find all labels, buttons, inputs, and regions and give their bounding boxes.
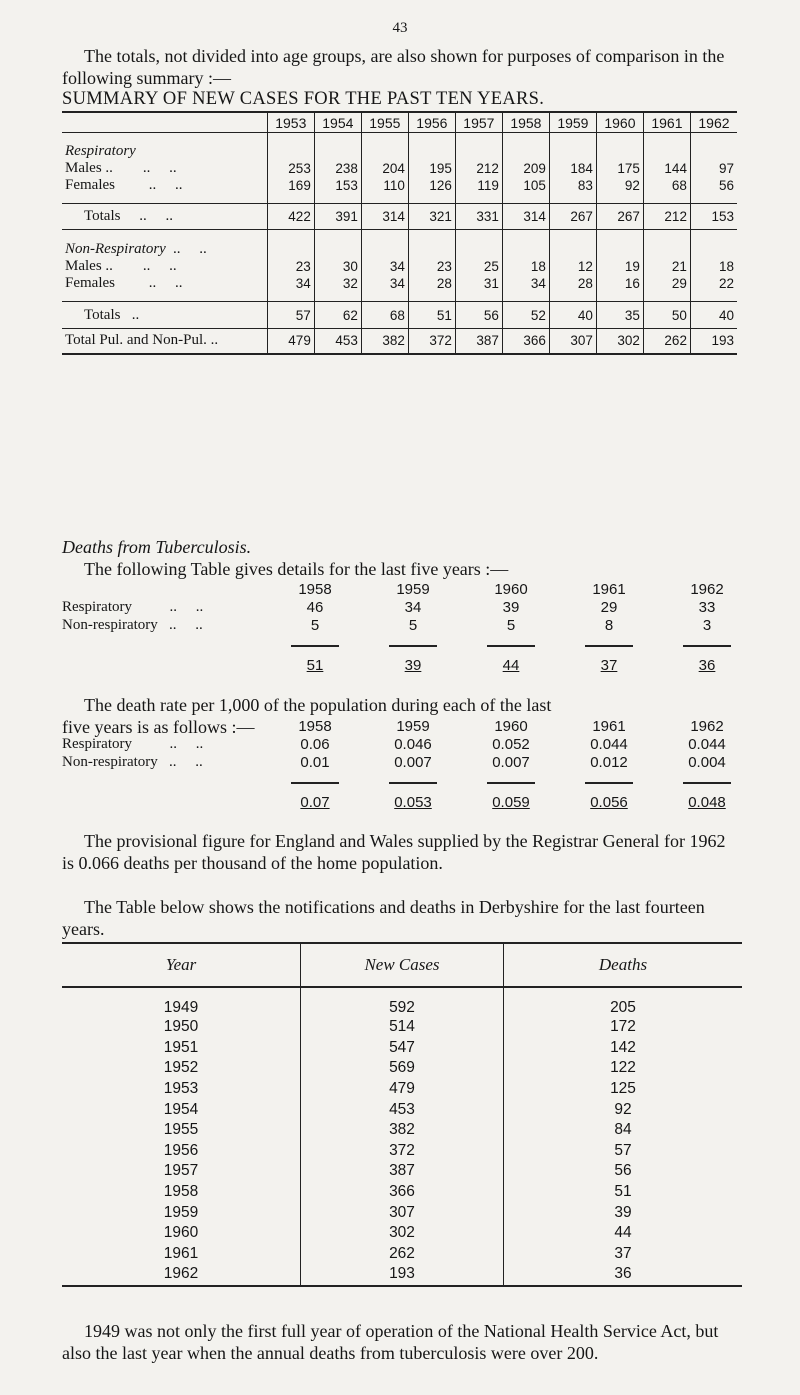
table-cell: 267 <box>596 204 643 230</box>
stat-value: 39 <box>404 657 422 674</box>
table-row <box>62 177 737 194</box>
sum-rule <box>585 782 633 784</box>
year-label: 1958 <box>298 581 332 598</box>
table-cell: 30 <box>314 258 361 275</box>
table-cell: 23 <box>267 258 314 275</box>
table-row <box>62 204 737 230</box>
deaths-cell: 56 <box>614 1162 632 1180</box>
provisional-paragraph: The provisional figure for England and Wales supplied by the Registrar General for 1962 is 0.066 deaths per thousand of the home population. <box>62 831 726 873</box>
table-cell: 267 <box>549 204 596 230</box>
row-label: Females .. .. <box>65 176 183 193</box>
stat-value: 44 <box>502 657 520 674</box>
table-cell: 56 <box>690 177 737 194</box>
table-row <box>62 1120 742 1141</box>
deaths-nonresp-row <box>62 617 752 635</box>
table-cell: 62 <box>314 302 361 329</box>
new-cases-cell: 302 <box>301 1223 504 1244</box>
deaths-cell: 57 <box>614 1141 632 1159</box>
year-header: 1961 <box>643 112 690 133</box>
table-cell: 34 <box>361 258 408 275</box>
stat-value: 0.004 <box>688 754 726 771</box>
deaths-years-row <box>62 581 752 599</box>
table-cell: 302 <box>596 329 643 354</box>
table-cell: 31 <box>455 275 502 292</box>
table-row <box>62 1099 742 1120</box>
table-intro-paragraph: The Table below shows the notifications and deaths in Derbyshire for the last fourteen years. <box>62 897 705 939</box>
table-cell: 209 <box>502 160 549 177</box>
stat-value: 51 <box>306 657 324 674</box>
table-cell: 321 <box>408 204 455 230</box>
summary-label-header <box>62 112 267 133</box>
new-cases-cell: 453 <box>301 1099 504 1120</box>
table-cell: 110 <box>361 177 408 194</box>
sum-rule <box>683 782 731 784</box>
table-cell: 212 <box>643 204 690 230</box>
year-cell: 1961 <box>163 1244 199 1262</box>
intro-paragraph: The totals, not divided into age groups, are also shown for purposes of comparison in the following summary :— <box>62 46 725 88</box>
stat-value: 0.056 <box>590 794 628 811</box>
table-cell: 35 <box>596 302 643 329</box>
year-header: 1955 <box>361 112 408 133</box>
table-cell: 18 <box>502 258 549 275</box>
stat-value: 0.07 <box>300 794 330 811</box>
year-table <box>62 942 742 1287</box>
new-cases-cell: 592 <box>301 987 504 1017</box>
stat-value: 0.059 <box>492 794 530 811</box>
table-row <box>62 1161 742 1182</box>
year-cell: 1955 <box>163 1121 199 1139</box>
stat-value: 0.044 <box>688 736 726 753</box>
row-label: Non-respiratory .. .. <box>62 754 203 770</box>
table-cell: 453 <box>314 329 361 354</box>
stat-value: 0.048 <box>688 794 726 811</box>
table-cell: 212 <box>455 160 502 177</box>
new-cases-cell: 547 <box>301 1038 504 1059</box>
year-cell: 1956 <box>163 1141 199 1159</box>
year-header: 1957 <box>455 112 502 133</box>
table-row <box>62 275 737 292</box>
page-number: 43 <box>392 20 408 36</box>
year-cell: 1953 <box>163 1080 199 1098</box>
table-cell: 422 <box>267 204 314 230</box>
rate-intro-line-2: five years is as follows :— <box>62 717 255 737</box>
year-table-header <box>62 943 742 987</box>
year-label: 1962 <box>690 718 724 735</box>
table-cell: 52 <box>502 302 549 329</box>
new-cases-cell: 307 <box>301 1202 504 1223</box>
sum-rule <box>389 645 437 647</box>
year-table-body <box>62 987 742 1286</box>
stat-value: 3 <box>702 617 712 634</box>
year-header: 1958 <box>502 112 549 133</box>
table-cell: 126 <box>408 177 455 194</box>
row-label: Total Pul. and Non-Pul. .. <box>62 329 267 354</box>
row-label: Respiratory .. .. <box>62 599 204 615</box>
year-label: 1960 <box>494 718 528 735</box>
stat-value: 5 <box>506 617 516 634</box>
table-cell: 175 <box>596 160 643 177</box>
year-column-header: Year <box>62 943 301 987</box>
sum-rule <box>389 782 437 784</box>
year-header: 1960 <box>596 112 643 133</box>
table-cell: 28 <box>549 275 596 292</box>
year-cell: 1960 <box>163 1224 199 1242</box>
deaths-column-header: Deaths <box>504 943 743 987</box>
stat-value: 36 <box>698 657 716 674</box>
table-row <box>62 1223 742 1244</box>
rates-table <box>62 718 752 812</box>
deaths-heading: Deaths from Tuberculosis. <box>62 537 252 557</box>
table-cell: 68 <box>643 177 690 194</box>
table-cell: 40 <box>690 302 737 329</box>
deaths-cell: 122 <box>610 1059 636 1077</box>
table-cell: 238 <box>314 160 361 177</box>
year-cell: 1958 <box>163 1183 199 1201</box>
deaths-cell: 51 <box>614 1183 632 1201</box>
year-cell: 1949 <box>163 999 199 1016</box>
table-cell: 387 <box>455 329 502 354</box>
table-cell: 34 <box>267 275 314 292</box>
row-label: Totals .. .. <box>62 204 267 230</box>
stat-value: 0.007 <box>394 754 432 771</box>
row-label: Males .. .. .. <box>65 257 177 274</box>
stat-value: 0.052 <box>492 736 530 753</box>
row-label: Females .. .. <box>65 274 183 291</box>
rates-years-row <box>62 718 752 736</box>
year-label: 1959 <box>396 718 430 735</box>
table-cell: 92 <box>596 177 643 194</box>
row-label: Males .. .. .. <box>65 159 177 176</box>
year-header: 1962 <box>690 112 737 133</box>
year-cell: 1962 <box>62 1264 301 1286</box>
table-cell: 68 <box>361 302 408 329</box>
spacer-row <box>62 133 737 160</box>
year-header: 1959 <box>549 112 596 133</box>
table-cell: 56 <box>455 302 502 329</box>
stat-value: 0.046 <box>394 736 432 753</box>
table-cell: 51 <box>408 302 455 329</box>
new-cases-cell: 262 <box>301 1244 504 1265</box>
table-row <box>62 1017 742 1038</box>
table-cell: 83 <box>549 177 596 194</box>
year-cell: 1954 <box>163 1100 199 1118</box>
new-cases-cell: 193 <box>301 1264 504 1286</box>
stat-value: 5 <box>408 617 418 634</box>
table-cell: 391 <box>314 204 361 230</box>
new-cases-cell: 569 <box>301 1058 504 1079</box>
deaths-cell: 84 <box>614 1121 632 1139</box>
table-cell: 314 <box>502 204 549 230</box>
table-cell: 119 <box>455 177 502 194</box>
table-cell: 32 <box>314 275 361 292</box>
stat-value: 34 <box>404 599 422 616</box>
sum-rule <box>291 645 339 647</box>
table-row <box>62 1244 742 1265</box>
table-cell: 97 <box>690 160 737 177</box>
table-cell: 105 <box>502 177 549 194</box>
rates-resp-row <box>62 736 752 754</box>
table-row <box>62 329 737 354</box>
row-label: Totals .. <box>62 302 267 329</box>
new-cases-cell: 387 <box>301 1161 504 1182</box>
deaths-cell: 39 <box>614 1203 632 1221</box>
table-row <box>62 1141 742 1162</box>
table-cell: 479 <box>267 329 314 354</box>
table-cell: 307 <box>549 329 596 354</box>
stat-value: 8 <box>604 617 614 634</box>
sum-rule <box>487 782 535 784</box>
table-cell: 57 <box>267 302 314 329</box>
table-cell: 18 <box>690 258 737 275</box>
sum-rule <box>291 782 339 784</box>
stat-value: 0.044 <box>590 736 628 753</box>
table-cell: 19 <box>596 258 643 275</box>
stat-value: 37 <box>600 657 618 674</box>
table-cell: 34 <box>361 275 408 292</box>
year-header: 1954 <box>314 112 361 133</box>
stat-value: 46 <box>306 599 324 616</box>
new-cases-cell: 366 <box>301 1182 504 1203</box>
table-row <box>62 258 737 275</box>
deaths-intro: The following Table gives details for the last five years :— <box>84 559 509 579</box>
table-row <box>62 1058 742 1079</box>
stat-value: 0.06 <box>300 736 330 753</box>
table-cell: 25 <box>455 258 502 275</box>
table-cell: 195 <box>408 160 455 177</box>
table-cell: 28 <box>408 275 455 292</box>
deaths-table <box>62 581 752 675</box>
deaths-cell: 92 <box>614 1100 632 1118</box>
deaths-cell: 37 <box>614 1244 632 1262</box>
new-cases-cell: 382 <box>301 1120 504 1141</box>
year-cell: 1952 <box>163 1059 199 1077</box>
rates-nonresp-row <box>62 754 752 772</box>
stat-value: 5 <box>310 617 320 634</box>
deaths-rule-row <box>62 635 752 643</box>
year-label: 1959 <box>396 581 430 598</box>
table-cell: 184 <box>549 160 596 177</box>
sum-rule <box>585 645 633 647</box>
summary-table <box>62 111 737 355</box>
new-cases-cell: 514 <box>301 1017 504 1038</box>
deaths-totals-row <box>62 657 752 675</box>
stat-value: 29 <box>600 599 618 616</box>
stat-value: 0.053 <box>394 794 432 811</box>
table-row <box>62 302 737 329</box>
table-cell: 153 <box>690 204 737 230</box>
table-row <box>62 987 742 1017</box>
closing-paragraph: 1949 was not only the first full year of operation of the National Health Service Act, but also the last year when the annual deaths from tuberculosis were over 200. <box>62 1321 719 1363</box>
non-respiratory-category: Non-Respiratory .. .. <box>65 240 208 257</box>
year-label: 1958 <box>298 718 332 735</box>
sum-rule <box>487 645 535 647</box>
table-row <box>62 160 737 177</box>
new-cases-cell: 372 <box>301 1141 504 1162</box>
table-cell: 331 <box>455 204 502 230</box>
year-cell: 1950 <box>163 1018 199 1036</box>
deaths-resp-row <box>62 599 752 617</box>
table-cell: 193 <box>690 329 737 354</box>
table-cell: 314 <box>361 204 408 230</box>
rate-intro-line-1: The death rate per 1,000 of the population during each of the last <box>84 695 552 715</box>
table-cell: 382 <box>361 329 408 354</box>
table-row <box>62 1264 742 1286</box>
stat-value: 0.01 <box>300 754 330 771</box>
table-cell: 372 <box>408 329 455 354</box>
table-cell: 23 <box>408 258 455 275</box>
summary-heading: SUMMARY OF NEW CASES FOR THE PAST TEN YEARS. <box>62 89 545 109</box>
table-cell: 144 <box>643 160 690 177</box>
year-header: 1956 <box>408 112 455 133</box>
spacer-row <box>62 230 737 258</box>
row-label: Non-respiratory .. .. <box>62 617 203 633</box>
table-cell: 169 <box>267 177 314 194</box>
table-cell: 153 <box>314 177 361 194</box>
table-row <box>62 1079 742 1100</box>
table-cell: 262 <box>643 329 690 354</box>
year-label: 1961 <box>592 718 626 735</box>
table-cell: 21 <box>643 258 690 275</box>
table-cell: 16 <box>596 275 643 292</box>
deaths-cell: 44 <box>614 1224 632 1242</box>
year-cell: 1957 <box>163 1162 199 1180</box>
stat-value: 0.012 <box>590 754 628 771</box>
table-cell: 253 <box>267 160 314 177</box>
table-cell: 12 <box>549 258 596 275</box>
deaths-cell: 125 <box>610 1080 636 1098</box>
table-cell: 50 <box>643 302 690 329</box>
deaths-cell: 142 <box>610 1038 636 1056</box>
row-label: Respiratory .. .. <box>62 736 204 752</box>
rates-totals-row <box>62 794 752 812</box>
stat-value: 33 <box>698 599 716 616</box>
year-header: 1953 <box>267 112 314 133</box>
table-row <box>62 1182 742 1203</box>
table-cell: 29 <box>643 275 690 292</box>
respiratory-category: Respiratory <box>65 142 136 159</box>
table-cell: 22 <box>690 275 737 292</box>
rates-rule-row <box>62 772 752 780</box>
table-cell: 366 <box>502 329 549 354</box>
year-label: 1960 <box>494 581 528 598</box>
table-cell: 34 <box>502 275 549 292</box>
deaths-cell: 205 <box>610 999 636 1016</box>
table-cell: 40 <box>549 302 596 329</box>
sum-rule <box>683 645 731 647</box>
year-label: 1961 <box>592 581 626 598</box>
year-cell: 1951 <box>163 1038 199 1056</box>
stat-value: 39 <box>502 599 520 616</box>
table-row <box>62 1038 742 1059</box>
year-label: 1962 <box>690 581 724 598</box>
new-cases-cell: 479 <box>301 1079 504 1100</box>
new-cases-column-header: New Cases <box>301 943 504 987</box>
stat-value: 0.007 <box>492 754 530 771</box>
deaths-cell: 172 <box>610 1018 636 1036</box>
table-cell: 204 <box>361 160 408 177</box>
year-cell: 1959 <box>163 1203 199 1221</box>
summary-header-row <box>62 112 737 133</box>
table-row <box>62 1202 742 1223</box>
deaths-cell: 36 <box>504 1264 743 1286</box>
